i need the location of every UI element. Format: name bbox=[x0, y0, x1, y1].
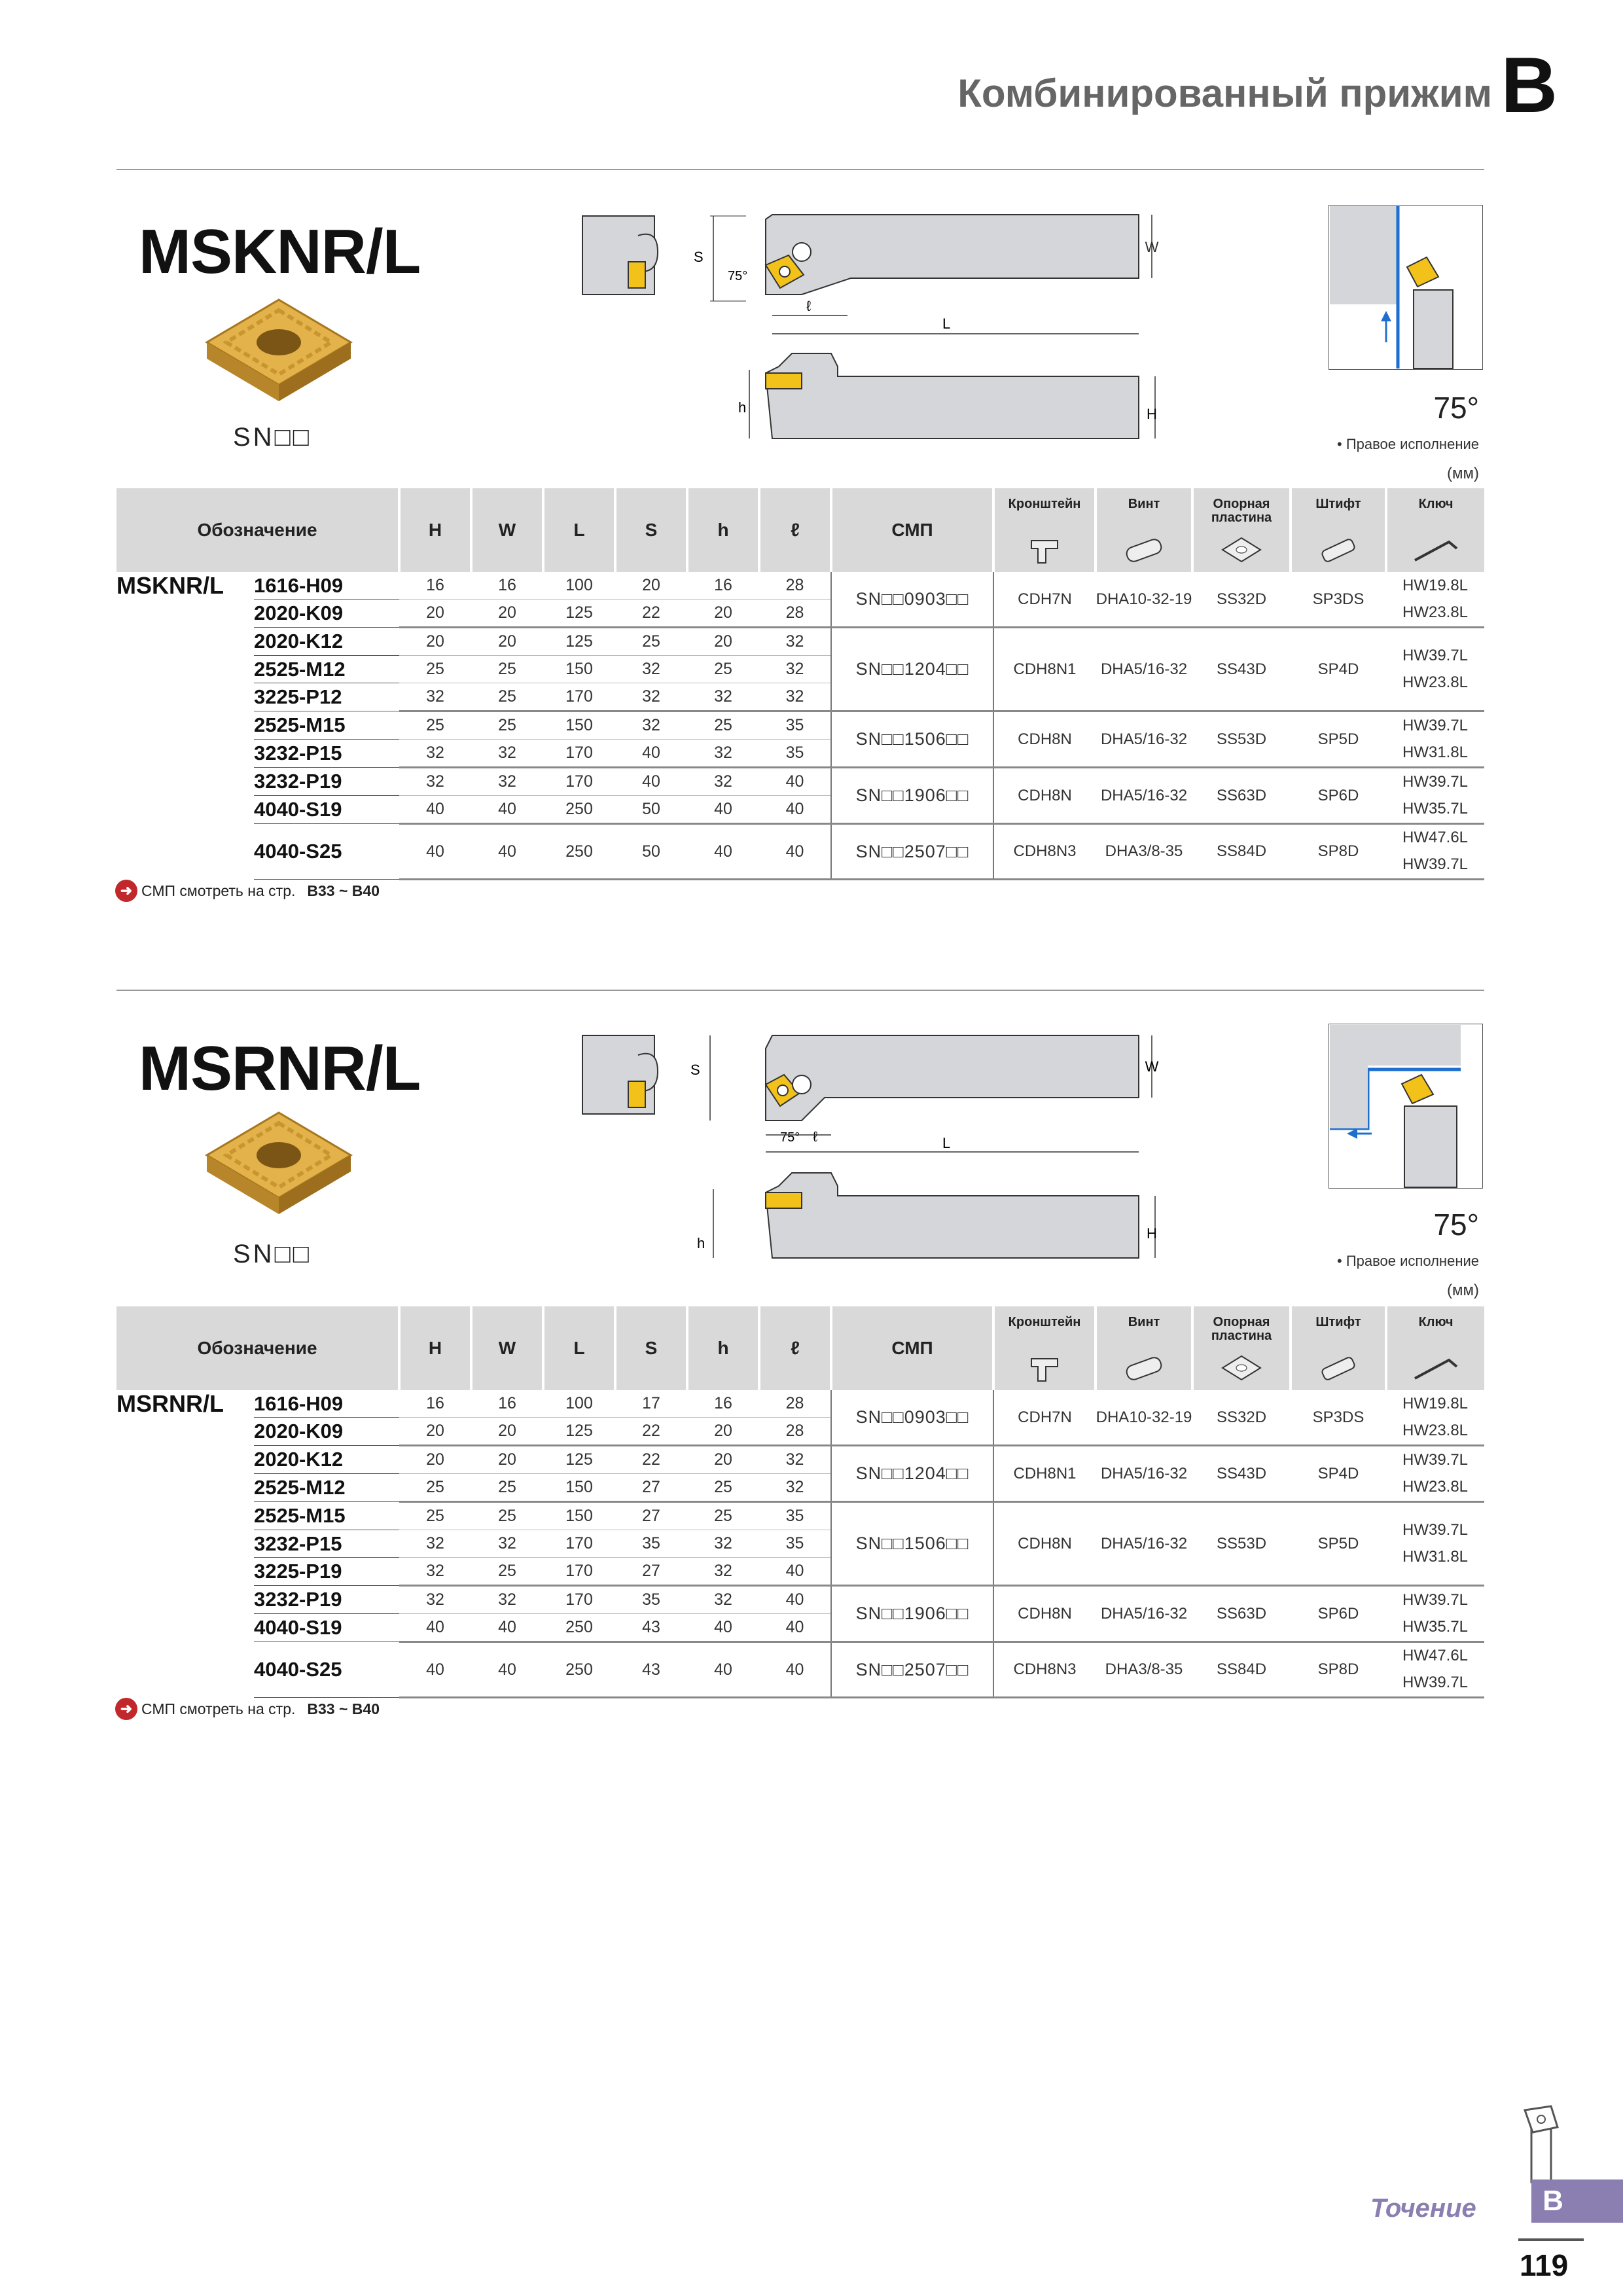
footer-section-label: Точение bbox=[1370, 2194, 1476, 2223]
cell-L: 170 bbox=[543, 1530, 615, 1558]
dim-L: L bbox=[942, 315, 951, 332]
clamp-icon bbox=[1025, 1352, 1064, 1384]
cell-L: 250 bbox=[543, 824, 615, 880]
cell-L: 250 bbox=[543, 796, 615, 824]
row-code: 2020-K12 bbox=[254, 1446, 399, 1474]
pin-icon bbox=[1315, 1352, 1361, 1384]
cell-l: 32 bbox=[759, 1446, 831, 1474]
cell-screw: DHA3/8-35 bbox=[1096, 824, 1192, 880]
row-code: 3225-P19 bbox=[254, 1558, 399, 1586]
col-clamp: Кронштейн bbox=[993, 1306, 1096, 1390]
cell-shim: SS63D bbox=[1192, 768, 1291, 824]
cell-l: 40 bbox=[759, 1642, 831, 1698]
tool-holder-drawing bbox=[576, 203, 1191, 458]
cell-W: 25 bbox=[471, 1474, 543, 1502]
cell-W: 40 bbox=[471, 796, 543, 824]
cell-S: 40 bbox=[615, 740, 687, 768]
insert-image bbox=[200, 1106, 357, 1237]
cell-clamp: CDH8N3 bbox=[993, 1642, 1096, 1698]
col-l: ℓ bbox=[759, 488, 831, 572]
cell-screw: DHA10-32-19 bbox=[1096, 572, 1192, 628]
cell-L: 150 bbox=[543, 1474, 615, 1502]
cell-pin: SP6D bbox=[1291, 1586, 1386, 1642]
cell-clamp: CDH8N bbox=[993, 768, 1096, 824]
cell-L: 170 bbox=[543, 1586, 615, 1614]
family-name: MSRNR/L bbox=[116, 1390, 224, 1417]
cell-clamp: CDH8N bbox=[993, 711, 1096, 768]
cell-H: 25 bbox=[399, 1502, 471, 1530]
cell-pin: SP5D bbox=[1291, 711, 1386, 768]
dim-h: h bbox=[738, 399, 747, 416]
cell-key: HW19.8L HW23.8L bbox=[1386, 1390, 1484, 1446]
cell-L: 100 bbox=[543, 1390, 615, 1418]
dim-h: h bbox=[697, 1235, 705, 1251]
cell-h: 20 bbox=[687, 1446, 759, 1474]
cell-L: 170 bbox=[543, 768, 615, 796]
cell-H: 40 bbox=[399, 824, 471, 880]
page-number: 119 bbox=[1520, 2248, 1569, 2282]
pin-icon bbox=[1315, 534, 1361, 565]
family-name: MSKNR/L bbox=[116, 572, 224, 599]
cell-l: 28 bbox=[759, 600, 831, 628]
cell-insert: SN□□1204□□ bbox=[831, 628, 993, 711]
cell-insert: SN□□1204□□ bbox=[831, 1446, 993, 1502]
cell-clamp: CDH8N bbox=[993, 1502, 1096, 1586]
row-code: 2020-K09 bbox=[254, 600, 399, 628]
row-code: 2525-M12 bbox=[254, 1474, 399, 1502]
row-code: 2525-M12 bbox=[254, 656, 399, 683]
cell-h: 32 bbox=[687, 768, 759, 796]
col-shim: Опорная пластина bbox=[1192, 1306, 1291, 1390]
cell-h: 32 bbox=[687, 1558, 759, 1586]
cell-h: 16 bbox=[687, 572, 759, 600]
cell-insert: SN□□1906□□ bbox=[831, 768, 993, 824]
footnote: ➜ СМП смотреть на стр. B33 ~ B40 bbox=[115, 1698, 380, 1720]
col-h: h bbox=[687, 488, 759, 572]
cell-shim: SS43D bbox=[1192, 628, 1291, 711]
cell-S: 17 bbox=[615, 1390, 687, 1418]
cell-W: 25 bbox=[471, 1502, 543, 1530]
col-W: W bbox=[471, 1306, 543, 1390]
section-letter: B bbox=[1501, 41, 1558, 129]
cell-L: 250 bbox=[543, 1614, 615, 1642]
cell-l: 28 bbox=[759, 1390, 831, 1418]
cell-screw: DHA5/16-32 bbox=[1096, 1586, 1192, 1642]
cell-L: 125 bbox=[543, 1418, 615, 1446]
cell-W: 20 bbox=[471, 1446, 543, 1474]
cell-clamp: CDH7N bbox=[993, 572, 1096, 628]
col-shim: Опорная пластина bbox=[1192, 488, 1291, 572]
cell-shim: SS43D bbox=[1192, 1446, 1291, 1502]
cell-S: 22 bbox=[615, 1446, 687, 1474]
model-title: MSRNR/L bbox=[139, 1033, 421, 1103]
row-code: 4040-S25 bbox=[254, 1642, 399, 1698]
row-code: 2020-K12 bbox=[254, 628, 399, 656]
arrow-right-icon: ➜ bbox=[115, 880, 137, 902]
cell-l: 40 bbox=[759, 1558, 831, 1586]
cell-l: 35 bbox=[759, 740, 831, 768]
cell-l: 32 bbox=[759, 1474, 831, 1502]
cell-H: 32 bbox=[399, 683, 471, 711]
row-code: 4040-S19 bbox=[254, 796, 399, 824]
cell-insert: SN□□0903□□ bbox=[831, 572, 993, 628]
cell-h: 40 bbox=[687, 1642, 759, 1698]
key-icon bbox=[1410, 1352, 1462, 1384]
cell-S: 43 bbox=[615, 1614, 687, 1642]
dim-L: L bbox=[942, 1135, 951, 1151]
cell-pin: SP3DS bbox=[1291, 1390, 1386, 1446]
cell-l: 32 bbox=[759, 628, 831, 656]
cell-insert: SN□□1506□□ bbox=[831, 1502, 993, 1586]
cell-h: 32 bbox=[687, 1586, 759, 1614]
footnote: ➜ СМП смотреть на стр. B33 ~ B40 bbox=[115, 880, 380, 902]
dim-W: W bbox=[1145, 239, 1159, 255]
cell-screw: DHA5/16-32 bbox=[1096, 711, 1192, 768]
cell-S: 32 bbox=[615, 683, 687, 711]
col-h: h bbox=[687, 1306, 759, 1390]
screw-icon bbox=[1121, 1352, 1167, 1384]
screw-icon bbox=[1121, 534, 1167, 565]
col-clamp: Кронштейн bbox=[993, 488, 1096, 572]
cell-h: 20 bbox=[687, 1418, 759, 1446]
cell-screw: DHA5/16-32 bbox=[1096, 628, 1192, 711]
cell-S: 32 bbox=[615, 656, 687, 683]
cell-key: HW39.7L HW31.8L bbox=[1386, 1502, 1484, 1586]
cell-W: 32 bbox=[471, 740, 543, 768]
dim-H: H bbox=[1147, 1225, 1157, 1242]
cell-S: 27 bbox=[615, 1474, 687, 1502]
cell-insert: SN□□1506□□ bbox=[831, 711, 993, 768]
cell-H: 16 bbox=[399, 1390, 471, 1418]
application-sketch bbox=[1329, 205, 1483, 370]
cell-l: 28 bbox=[759, 1418, 831, 1446]
row-code: 3232-P15 bbox=[254, 740, 399, 768]
cell-L: 100 bbox=[543, 572, 615, 600]
cell-insert: SN□□2507□□ bbox=[831, 1642, 993, 1698]
cell-L: 125 bbox=[543, 628, 615, 656]
cell-l: 32 bbox=[759, 683, 831, 711]
hand-note: • Правое исполнение bbox=[1337, 1253, 1479, 1269]
cell-H: 32 bbox=[399, 1530, 471, 1558]
col-W: W bbox=[471, 488, 543, 572]
cell-L: 150 bbox=[543, 656, 615, 683]
cell-S: 20 bbox=[615, 572, 687, 600]
col-designation: Обозначение bbox=[116, 488, 399, 572]
cell-H: 20 bbox=[399, 1446, 471, 1474]
cell-W: 32 bbox=[471, 1530, 543, 1558]
cell-screw: DHA5/16-32 bbox=[1096, 768, 1192, 824]
col-S: S bbox=[615, 1306, 687, 1390]
col-H: H bbox=[399, 488, 471, 572]
unit-label: (мм) bbox=[1447, 465, 1479, 482]
cell-W: 20 bbox=[471, 1418, 543, 1446]
row-code: 2525-M15 bbox=[254, 711, 399, 740]
cell-shim: SS63D bbox=[1192, 1586, 1291, 1642]
cell-H: 20 bbox=[399, 628, 471, 656]
cell-shim: SS32D bbox=[1192, 572, 1291, 628]
cell-W: 40 bbox=[471, 1614, 543, 1642]
cell-H: 20 bbox=[399, 1418, 471, 1446]
insert-designation: SN□□ bbox=[233, 1240, 312, 1268]
cell-W: 25 bbox=[471, 1558, 543, 1586]
dim-H: H bbox=[1147, 406, 1157, 422]
cell-S: 35 bbox=[615, 1530, 687, 1558]
cell-key: HW39.7L HW31.8L bbox=[1386, 711, 1484, 768]
hand-note: • Правое исполнение bbox=[1337, 436, 1479, 452]
cell-key: HW47.6L HW39.7L bbox=[1386, 824, 1484, 880]
cell-key: HW39.7L HW23.8L bbox=[1386, 628, 1484, 711]
cell-h: 25 bbox=[687, 656, 759, 683]
cell-L: 150 bbox=[543, 711, 615, 740]
col-screw: Винт bbox=[1096, 488, 1192, 572]
cell-W: 16 bbox=[471, 572, 543, 600]
clamp-icon bbox=[1025, 534, 1064, 565]
cell-h: 20 bbox=[687, 600, 759, 628]
col-pin: Штифт bbox=[1291, 1306, 1386, 1390]
cell-l: 35 bbox=[759, 1502, 831, 1530]
cell-clamp: CDH8N bbox=[993, 1586, 1096, 1642]
cell-insert: SN□□2507□□ bbox=[831, 824, 993, 880]
col-H: H bbox=[399, 1306, 471, 1390]
dim-l: ℓ bbox=[806, 298, 812, 314]
cell-S: 22 bbox=[615, 1418, 687, 1446]
dim-angle-small: 75° bbox=[728, 269, 748, 283]
cell-L: 170 bbox=[543, 740, 615, 768]
spec-table bbox=[116, 1306, 1484, 1698]
cell-l: 40 bbox=[759, 796, 831, 824]
cell-key: HW39.7L HW35.7L bbox=[1386, 768, 1484, 824]
cell-L: 250 bbox=[543, 1642, 615, 1698]
cell-l: 32 bbox=[759, 656, 831, 683]
cell-S: 50 bbox=[615, 824, 687, 880]
row-code: 4040-S25 bbox=[254, 824, 399, 880]
col-L: L bbox=[543, 488, 615, 572]
cell-h: 32 bbox=[687, 683, 759, 711]
cell-W: 25 bbox=[471, 656, 543, 683]
cell-pin: SP4D bbox=[1291, 628, 1386, 711]
col-S: S bbox=[615, 488, 687, 572]
row-code: 2020-K09 bbox=[254, 1418, 399, 1446]
cell-h: 16 bbox=[687, 1390, 759, 1418]
cell-W: 25 bbox=[471, 711, 543, 740]
cell-S: 25 bbox=[615, 628, 687, 656]
divider bbox=[116, 990, 1484, 991]
cell-S: 22 bbox=[615, 600, 687, 628]
row-code: 1616-H09 bbox=[254, 572, 399, 600]
row-code: 4040-S19 bbox=[254, 1614, 399, 1642]
cell-W: 32 bbox=[471, 768, 543, 796]
col-insert: СМП bbox=[831, 1306, 993, 1390]
page-header-title: Комбинированный прижим bbox=[957, 71, 1492, 115]
cell-W: 20 bbox=[471, 600, 543, 628]
col-screw: Винт bbox=[1096, 1306, 1192, 1390]
cell-pin: SP8D bbox=[1291, 1642, 1386, 1698]
key-icon bbox=[1410, 534, 1462, 565]
col-pin: Штифт bbox=[1291, 488, 1386, 572]
cell-W: 40 bbox=[471, 1642, 543, 1698]
dim-l: ℓ bbox=[813, 1128, 818, 1145]
cell-H: 32 bbox=[399, 768, 471, 796]
cell-H: 25 bbox=[399, 656, 471, 683]
cell-pin: SP4D bbox=[1291, 1446, 1386, 1502]
cell-l: 40 bbox=[759, 1586, 831, 1614]
cell-H: 25 bbox=[399, 1474, 471, 1502]
cell-S: 35 bbox=[615, 1586, 687, 1614]
row-code: 3232-P19 bbox=[254, 768, 399, 796]
cell-S: 43 bbox=[615, 1642, 687, 1698]
cell-pin: SP6D bbox=[1291, 768, 1386, 824]
application-sketch bbox=[1329, 1024, 1483, 1189]
cell-H: 40 bbox=[399, 1614, 471, 1642]
col-key: Ключ bbox=[1386, 488, 1484, 572]
arrow-right-icon: ➜ bbox=[115, 1698, 137, 1720]
cell-l: 35 bbox=[759, 711, 831, 740]
cell-L: 125 bbox=[543, 600, 615, 628]
cell-H: 25 bbox=[399, 711, 471, 740]
row-code: 2525-M15 bbox=[254, 1502, 399, 1530]
cell-L: 150 bbox=[543, 1502, 615, 1530]
cell-key: HW39.7L HW23.8L bbox=[1386, 1446, 1484, 1502]
cell-W: 32 bbox=[471, 1586, 543, 1614]
cell-shim: SS53D bbox=[1192, 711, 1291, 768]
cell-screw: DHA5/16-32 bbox=[1096, 1446, 1192, 1502]
row-code: 3225-P12 bbox=[254, 683, 399, 711]
footer-section-letter: B bbox=[1531, 2179, 1575, 2223]
cell-l: 40 bbox=[759, 768, 831, 796]
row-code: 1616-H09 bbox=[254, 1390, 399, 1418]
cell-clamp: CDH8N3 bbox=[993, 824, 1096, 880]
dim-angle-small: 75° bbox=[780, 1130, 800, 1145]
cell-W: 25 bbox=[471, 683, 543, 711]
cell-clamp: CDH8N1 bbox=[993, 1446, 1096, 1502]
cell-h: 25 bbox=[687, 1474, 759, 1502]
cell-H: 40 bbox=[399, 796, 471, 824]
dim-S: S bbox=[690, 1062, 700, 1078]
cell-h: 25 bbox=[687, 1502, 759, 1530]
cell-insert: SN□□0903□□ bbox=[831, 1390, 993, 1446]
cell-pin: SP3DS bbox=[1291, 572, 1386, 628]
cell-h: 25 bbox=[687, 711, 759, 740]
cell-S: 27 bbox=[615, 1558, 687, 1586]
cell-screw: DHA5/16-32 bbox=[1096, 1502, 1192, 1586]
cell-key: HW19.8L HW23.8L bbox=[1386, 572, 1484, 628]
cell-l: 40 bbox=[759, 1614, 831, 1642]
col-key: Ключ bbox=[1386, 1306, 1484, 1390]
cell-shim: SS32D bbox=[1192, 1390, 1291, 1446]
cell-h: 40 bbox=[687, 824, 759, 880]
cell-H: 32 bbox=[399, 740, 471, 768]
cell-h: 20 bbox=[687, 628, 759, 656]
cell-l: 35 bbox=[759, 1530, 831, 1558]
col-L: L bbox=[543, 1306, 615, 1390]
cell-H: 40 bbox=[399, 1642, 471, 1698]
row-code: 3232-P19 bbox=[254, 1586, 399, 1614]
cell-L: 170 bbox=[543, 1558, 615, 1586]
cell-pin: SP5D bbox=[1291, 1502, 1386, 1586]
cell-clamp: CDH8N1 bbox=[993, 628, 1096, 711]
approach-angle: 75° bbox=[1433, 391, 1479, 425]
cell-S: 50 bbox=[615, 796, 687, 824]
divider bbox=[1518, 2238, 1584, 2241]
insert-image bbox=[200, 293, 357, 424]
turning-tool-icon bbox=[1512, 2104, 1571, 2189]
cell-insert: SN□□1906□□ bbox=[831, 1586, 993, 1642]
col-l: ℓ bbox=[759, 1306, 831, 1390]
shim-icon bbox=[1219, 1352, 1264, 1384]
tool-holder-drawing bbox=[576, 1022, 1191, 1278]
cell-h: 40 bbox=[687, 1614, 759, 1642]
shim-icon bbox=[1219, 534, 1264, 565]
row-code: 3232-P15 bbox=[254, 1530, 399, 1558]
cell-screw: DHA10-32-19 bbox=[1096, 1390, 1192, 1446]
col-designation: Обозначение bbox=[116, 1306, 399, 1390]
cell-H: 32 bbox=[399, 1558, 471, 1586]
cell-H: 32 bbox=[399, 1586, 471, 1614]
cell-W: 16 bbox=[471, 1390, 543, 1418]
cell-h: 32 bbox=[687, 740, 759, 768]
model-title: MSKNR/L bbox=[139, 217, 421, 287]
cell-L: 170 bbox=[543, 683, 615, 711]
cell-screw: DHA3/8-35 bbox=[1096, 1642, 1192, 1698]
cell-l: 28 bbox=[759, 572, 831, 600]
cell-shim: SS53D bbox=[1192, 1502, 1291, 1586]
cell-clamp: CDH7N bbox=[993, 1390, 1096, 1446]
spec-table bbox=[116, 488, 1484, 880]
cell-h: 32 bbox=[687, 1530, 759, 1558]
cell-h: 40 bbox=[687, 796, 759, 824]
col-insert: СМП bbox=[831, 488, 993, 572]
cell-shim: SS84D bbox=[1192, 1642, 1291, 1698]
cell-H: 20 bbox=[399, 600, 471, 628]
cell-H: 16 bbox=[399, 572, 471, 600]
cell-S: 27 bbox=[615, 1502, 687, 1530]
cell-shim: SS84D bbox=[1192, 824, 1291, 880]
unit-label: (мм) bbox=[1447, 1282, 1479, 1299]
cell-l: 40 bbox=[759, 824, 831, 880]
cell-key: HW39.7L HW35.7L bbox=[1386, 1586, 1484, 1642]
cell-S: 40 bbox=[615, 768, 687, 796]
insert-designation: SN□□ bbox=[233, 423, 312, 452]
cell-S: 32 bbox=[615, 711, 687, 740]
dim-S: S bbox=[694, 249, 704, 265]
cell-L: 125 bbox=[543, 1446, 615, 1474]
cell-pin: SP8D bbox=[1291, 824, 1386, 880]
approach-angle: 75° bbox=[1433, 1208, 1479, 1242]
cell-W: 20 bbox=[471, 628, 543, 656]
cell-W: 40 bbox=[471, 824, 543, 880]
divider bbox=[116, 169, 1484, 170]
cell-key: HW47.6L HW39.7L bbox=[1386, 1642, 1484, 1698]
dim-W: W bbox=[1145, 1058, 1159, 1075]
